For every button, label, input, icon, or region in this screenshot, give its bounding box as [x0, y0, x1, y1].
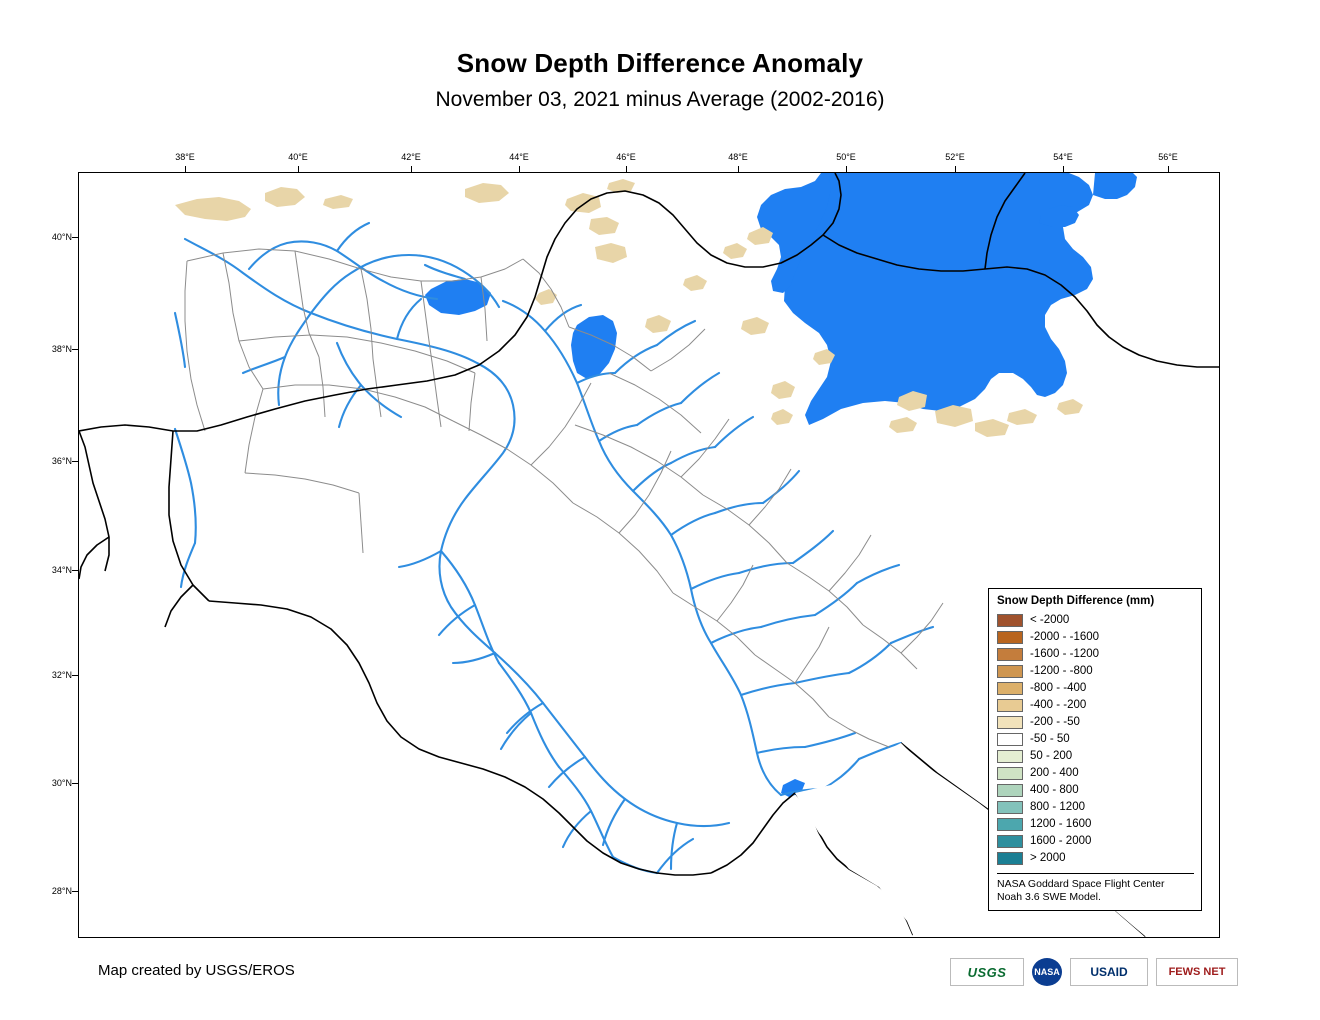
legend-item	[997, 765, 1194, 782]
lon-tick-label: 48°E	[728, 152, 748, 162]
page-subtitle: November 03, 2021 minus Average (2002-2016)	[435, 88, 885, 111]
legend-item	[997, 714, 1194, 731]
legend-item	[997, 816, 1194, 833]
legend-swatch	[997, 801, 1023, 814]
legend-note-line2: Noah 3.6 SWE Model.	[997, 891, 1101, 903]
lon-tick-label: 38°E	[175, 152, 195, 162]
legend-label: > 2000	[1030, 852, 1066, 864]
fewsnet-logo: FEWS NET	[1156, 958, 1238, 986]
lat-tick-label: 32°N	[51, 670, 72, 680]
lon-tick-label: 44°E	[509, 152, 529, 162]
legend-label: -2000 - -1600	[1030, 631, 1100, 643]
lat-tick-label: 40°N	[51, 232, 72, 242]
map-legend	[988, 588, 1202, 911]
legend-swatch	[997, 852, 1023, 865]
legend-swatch	[997, 665, 1023, 678]
legend-swatch	[997, 631, 1023, 644]
usaid-logo: USAID	[1070, 958, 1148, 986]
logo-bar	[950, 958, 1238, 986]
legend-item	[997, 646, 1194, 663]
legend-swatch	[997, 733, 1023, 746]
legend-swatch	[997, 614, 1023, 627]
legend-source-note	[997, 873, 1194, 904]
legend-title: Snow Depth Difference (mm)	[997, 595, 1155, 607]
legend-item	[997, 748, 1194, 765]
legend-item	[997, 697, 1194, 714]
page-title: Snow Depth Difference Anomaly	[456, 48, 864, 78]
legend-swatch	[997, 699, 1023, 712]
legend-label: 1200 - 1600	[1030, 818, 1092, 830]
legend-label: 400 - 800	[1030, 784, 1079, 796]
legend-swatch	[997, 648, 1023, 661]
legend-item	[997, 612, 1194, 629]
lon-tick-label: 46°E	[616, 152, 636, 162]
lon-tick-label: 50°E	[836, 152, 856, 162]
legend-label: -1600 - -1200	[1030, 648, 1100, 660]
nasa-logo: NASA	[1032, 958, 1062, 986]
legend-label: 800 - 1200	[1030, 801, 1085, 813]
legend-label: -1200 - -800	[1030, 665, 1093, 677]
legend-item	[997, 850, 1194, 867]
legend-label: -200 - -50	[1030, 716, 1080, 728]
legend-label: < -2000	[1030, 614, 1070, 626]
lon-tick-label: 52°E	[945, 152, 965, 162]
caspian-sea-waterbody	[757, 173, 1137, 425]
legend-label: 50 - 200	[1030, 750, 1073, 762]
legend-label: -400 - -200	[1030, 699, 1087, 711]
lon-tick-label: 40°E	[288, 152, 308, 162]
lat-tick-label: 28°N	[51, 886, 72, 896]
usgs-logo: USGS	[950, 958, 1024, 986]
legend-swatch	[997, 767, 1023, 780]
legend-label: -800 - -400	[1030, 682, 1087, 694]
legend-item	[997, 833, 1194, 850]
lon-tick-label: 56°E	[1158, 152, 1178, 162]
legend-swatch	[997, 818, 1023, 831]
lat-tick-label: 38°N	[51, 344, 72, 354]
legend-item	[997, 629, 1194, 646]
lon-tick-label: 42°E	[401, 152, 421, 162]
legend-note-line1: NASA Goddard Space Flight Center	[997, 878, 1165, 890]
legend-swatch	[997, 750, 1023, 763]
map-credit: Map created by USGS/EROS	[98, 962, 295, 979]
legend-swatch	[997, 835, 1023, 848]
legend-swatch	[997, 784, 1023, 797]
legend-swatch	[997, 682, 1023, 695]
legend-item	[997, 680, 1194, 697]
legend-label: -50 - 50	[1030, 733, 1070, 745]
lat-tick-label: 36°N	[51, 456, 72, 466]
legend-item	[997, 663, 1194, 680]
legend-item	[997, 799, 1194, 816]
legend-swatch	[997, 716, 1023, 729]
legend-label: 200 - 400	[1030, 767, 1079, 779]
legend-item	[997, 731, 1194, 748]
legend-label: 1600 - 2000	[1030, 835, 1092, 847]
lon-tick-label: 54°E	[1053, 152, 1073, 162]
legend-item	[997, 782, 1194, 799]
lat-tick-label: 30°N	[51, 778, 72, 788]
lat-tick-label: 34°N	[51, 565, 72, 575]
